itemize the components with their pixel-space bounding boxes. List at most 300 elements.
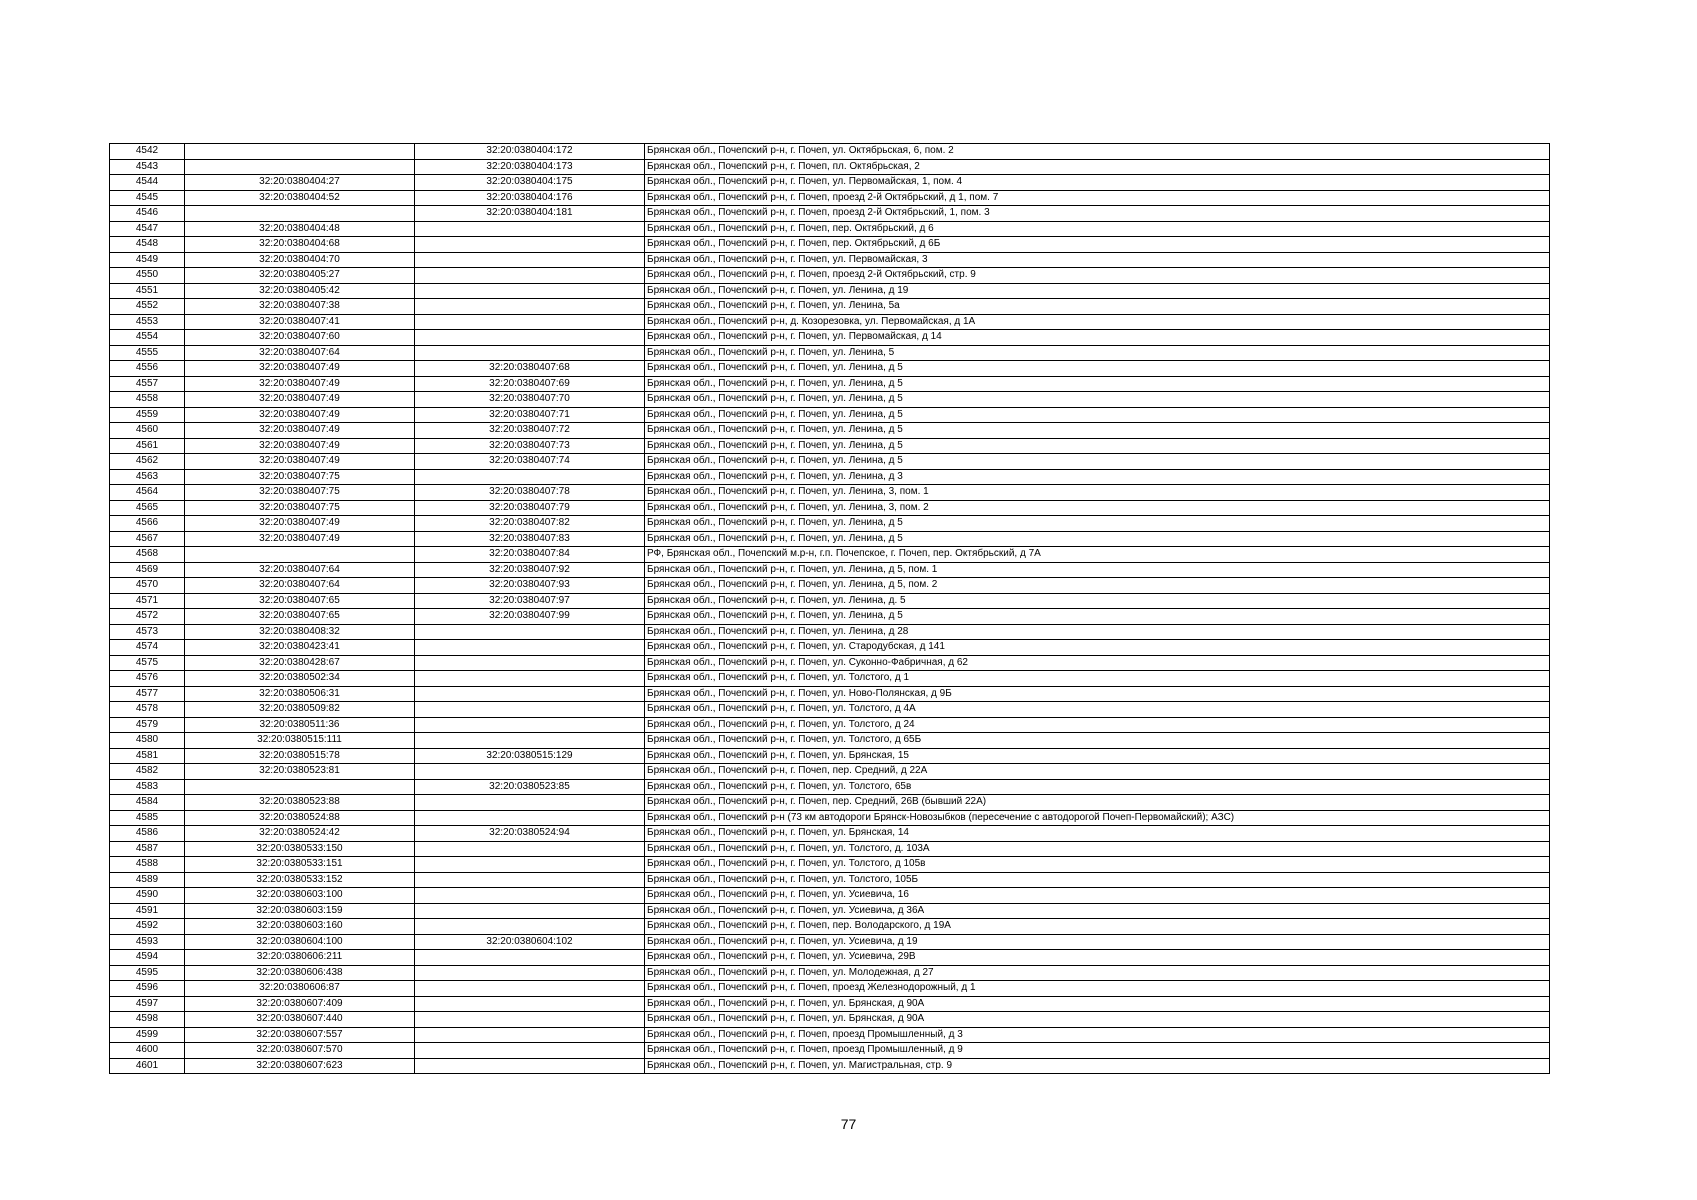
address-cell: Брянская обл., Почепский р-н, г. Почеп, ул. Ленина, д 5 <box>645 423 1550 439</box>
cadastral-number-cell: 32:20:0380607:570 <box>185 1043 415 1059</box>
cadastral-number-cell: 32:20:0380407:64 <box>185 345 415 361</box>
table-row <box>110 888 1550 904</box>
cadastral-number-cell: 32:20:0380606:211 <box>185 950 415 966</box>
cadastral-number-cell: 32:20:0380407:75 <box>185 485 415 501</box>
address-cell: Брянская обл., Почепский р-н, г. Почеп, ул. Усиевича, д 36А <box>645 903 1550 919</box>
row-number-cell: 4575 <box>110 655 185 671</box>
table-row <box>110 283 1550 299</box>
object-cadastral-number-cell: 32:20:0380404:172 <box>415 144 645 160</box>
address-cell: Брянская обл., Почепский р-н, г. Почеп, ул. Ленина, д 5 <box>645 361 1550 377</box>
address-cell: Брянская обл., Почепский р-н, г. Почеп, ул. Ленина, д 5 <box>645 531 1550 547</box>
row-number-cell: 4547 <box>110 221 185 237</box>
row-number-cell: 4550 <box>110 268 185 284</box>
address-cell: Брянская обл., Почепский р-н, г. Почеп, проезд 2-й Октябрьский, 1, пом. 3 <box>645 206 1550 222</box>
table-row <box>110 423 1550 439</box>
row-number-cell: 4588 <box>110 857 185 873</box>
row-number-cell: 4553 <box>110 314 185 330</box>
address-cell: Брянская обл., Почепский р-н, г. Почеп, ул. Ленина, д 5 <box>645 516 1550 532</box>
object-cadastral-number-cell: 32:20:0380407:83 <box>415 531 645 547</box>
cadastral-number-cell <box>185 206 415 222</box>
cadastral-number-cell <box>185 779 415 795</box>
address-cell: Брянская обл., Почепский р-н, г. Почеп, ул. Первомайская, д 14 <box>645 330 1550 346</box>
cadastral-number-cell: 32:20:0380407:49 <box>185 516 415 532</box>
cadastral-number-cell: 32:20:0380408:32 <box>185 624 415 640</box>
object-cadastral-number-cell <box>415 857 645 873</box>
address-cell: Брянская обл., Почепский р-н, г. Почеп, ул. Ленина, д 5 <box>645 392 1550 408</box>
address-cell: Брянская обл., Почепский р-н, г. Почеп, ул. Стародубская, д 141 <box>645 640 1550 656</box>
object-cadastral-number-cell <box>415 330 645 346</box>
cadastral-number-cell <box>185 144 415 160</box>
row-number-cell: 4597 <box>110 996 185 1012</box>
row-number-cell: 4554 <box>110 330 185 346</box>
row-number-cell: 4592 <box>110 919 185 935</box>
object-cadastral-number-cell <box>415 221 645 237</box>
object-cadastral-number-cell <box>415 841 645 857</box>
table-row <box>110 950 1550 966</box>
row-number-cell: 4580 <box>110 733 185 749</box>
row-number-cell: 4583 <box>110 779 185 795</box>
cadastral-number-cell: 32:20:0380607:409 <box>185 996 415 1012</box>
object-cadastral-number-cell <box>415 314 645 330</box>
cadastral-number-cell: 32:20:0380502:34 <box>185 671 415 687</box>
address-cell: Брянская обл., Почепский р-н, г. Почеп, ул. Ленина, 3, пом. 1 <box>645 485 1550 501</box>
object-cadastral-number-cell: 32:20:0380523:85 <box>415 779 645 795</box>
object-cadastral-number-cell: 32:20:0380407:69 <box>415 376 645 392</box>
object-cadastral-number-cell <box>415 1012 645 1028</box>
table-row <box>110 485 1550 501</box>
object-cadastral-number-cell: 32:20:0380404:173 <box>415 159 645 175</box>
row-number-cell: 4586 <box>110 826 185 842</box>
row-number-cell: 4576 <box>110 671 185 687</box>
cadastral-number-cell: 32:20:0380407:65 <box>185 593 415 609</box>
cadastral-number-cell: 32:20:0380407:75 <box>185 500 415 516</box>
row-number-cell: 4589 <box>110 872 185 888</box>
cadastral-number-cell: 32:20:0380407:65 <box>185 609 415 625</box>
table-row <box>110 438 1550 454</box>
cadastral-number-cell: 32:20:0380404:70 <box>185 252 415 268</box>
table-row <box>110 578 1550 594</box>
address-cell: Брянская обл., Почепский р-н, г. Почеп, ул. Ново-Полянская, д 9Б <box>645 686 1550 702</box>
row-number-cell: 4570 <box>110 578 185 594</box>
table-row <box>110 593 1550 609</box>
address-cell: Брянская обл., Почепский р-н, г. Почеп, ул. Ленина, д 5, пом. 2 <box>645 578 1550 594</box>
cadastral-number-cell: 32:20:0380404:48 <box>185 221 415 237</box>
object-cadastral-number-cell <box>415 810 645 826</box>
row-number-cell: 4584 <box>110 795 185 811</box>
object-cadastral-number-cell: 32:20:0380524:94 <box>415 826 645 842</box>
object-cadastral-number-cell: 32:20:0380515:129 <box>415 748 645 764</box>
address-cell: Брянская обл., Почепский р-н, д. Козорезовка, ул. Первомайская, д 1А <box>645 314 1550 330</box>
object-cadastral-number-cell: 32:20:0380407:97 <box>415 593 645 609</box>
cadastral-number-cell: 32:20:0380423:41 <box>185 640 415 656</box>
object-cadastral-number-cell <box>415 299 645 315</box>
row-number-cell: 4593 <box>110 934 185 950</box>
object-cadastral-number-cell <box>415 872 645 888</box>
object-cadastral-number-cell <box>415 764 645 780</box>
cadastral-number-cell: 32:20:0380515:78 <box>185 748 415 764</box>
address-cell: Брянская обл., Почепский р-н, г. Почеп, ул. Толстого, 105Б <box>645 872 1550 888</box>
table-row <box>110 268 1550 284</box>
address-cell: Брянская обл., Почепский р-н, г. Почеп, ул. Первомайская, 3 <box>645 252 1550 268</box>
address-cell: Брянская обл., Почепский р-н, г. Почеп, ул. Брянская, д 90А <box>645 1012 1550 1028</box>
object-cadastral-number-cell <box>415 996 645 1012</box>
row-number-cell: 4578 <box>110 702 185 718</box>
cadastral-number-cell: 32:20:0380407:60 <box>185 330 415 346</box>
address-cell: Брянская обл., Почепский р-н, г. Почеп, ул. Ленина, д 5 <box>645 407 1550 423</box>
address-cell: Брянская обл., Почепский р-н, г. Почеп, пер. Октябрьский, д 6 <box>645 221 1550 237</box>
address-cell: Брянская обл., Почепский р-н, г. Почеп, ул. Ленина, д 28 <box>645 624 1550 640</box>
row-number-cell: 4544 <box>110 175 185 191</box>
table-row <box>110 547 1550 563</box>
cadastral-number-cell: 32:20:0380407:49 <box>185 531 415 547</box>
table-row <box>110 1012 1550 1028</box>
address-cell: Брянская обл., Почепский р-н, г. Почеп, ул. Ленина, д 5 <box>645 376 1550 392</box>
address-cell: Брянская обл., Почепский р-н, г. Почеп, ул. Ленина, 3, пом. 2 <box>645 500 1550 516</box>
table-row <box>110 733 1550 749</box>
object-cadastral-number-cell <box>415 686 645 702</box>
table-row <box>110 345 1550 361</box>
cadastral-number-cell: 32:20:0380407:49 <box>185 407 415 423</box>
table-row <box>110 996 1550 1012</box>
row-number-cell: 4552 <box>110 299 185 315</box>
table-row <box>110 671 1550 687</box>
address-cell: Брянская обл., Почепский р-н, г. Почеп, ул. Толстого, 65в <box>645 779 1550 795</box>
table-row <box>110 609 1550 625</box>
row-number-cell: 4557 <box>110 376 185 392</box>
table-row <box>110 655 1550 671</box>
object-cadastral-number-cell <box>415 1043 645 1059</box>
address-cell: Брянская обл., Почепский р-н, г. Почеп, ул. Первомайская, 1, пом. 4 <box>645 175 1550 191</box>
object-cadastral-number-cell: 32:20:0380407:71 <box>415 407 645 423</box>
table-row <box>110 934 1550 950</box>
cadastral-number-cell: 32:20:0380407:49 <box>185 454 415 470</box>
row-number-cell: 4601 <box>110 1058 185 1074</box>
cadastral-number-cell: 32:20:0380523:88 <box>185 795 415 811</box>
object-cadastral-number-cell: 32:20:0380404:175 <box>415 175 645 191</box>
table-row <box>110 531 1550 547</box>
address-cell: Брянская обл., Почепский р-н, г. Почеп, проезд 2-й Октябрьский, стр. 9 <box>645 268 1550 284</box>
cadastral-number-cell: 32:20:0380607:623 <box>185 1058 415 1074</box>
object-cadastral-number-cell: 32:20:0380407:74 <box>415 454 645 470</box>
row-number-cell: 4559 <box>110 407 185 423</box>
cadastral-number-cell: 32:20:0380407:49 <box>185 438 415 454</box>
address-cell: Брянская обл., Почепский р-н, г. Почеп, пер. Средний, 26В (бывший 22А) <box>645 795 1550 811</box>
address-cell: Брянская обл., Почепский р-н, г. Почеп, ул. Усиевича, д 19 <box>645 934 1550 950</box>
address-cell: Брянская обл., Почепский р-н, г. Почеп, ул. Усиевича, 29В <box>645 950 1550 966</box>
cadastral-number-cell: 32:20:0380604:100 <box>185 934 415 950</box>
cadastral-number-cell: 32:20:0380405:42 <box>185 283 415 299</box>
object-cadastral-number-cell <box>415 252 645 268</box>
row-number-cell: 4579 <box>110 717 185 733</box>
cadastral-number-cell: 32:20:0380533:151 <box>185 857 415 873</box>
cadastral-number-cell <box>185 547 415 563</box>
table-row <box>110 903 1550 919</box>
address-cell: РФ, Брянская обл., Почепский м.р-н, г.п. Почепское, г. Почеп, пер. Октябрьский, д 7А <box>645 547 1550 563</box>
object-cadastral-number-cell <box>415 981 645 997</box>
object-cadastral-number-cell <box>415 950 645 966</box>
registry-table-body <box>110 144 1550 1074</box>
row-number-cell: 4595 <box>110 965 185 981</box>
row-number-cell: 4596 <box>110 981 185 997</box>
table-row <box>110 826 1550 842</box>
cadastral-number-cell: 32:20:0380603:160 <box>185 919 415 935</box>
address-cell: Брянская обл., Почепский р-н, г. Почеп, пер. Средний, д 22А <box>645 764 1550 780</box>
address-cell: Брянская обл., Почепский р-н, г. Почеп, проезд Промышленный, д 9 <box>645 1043 1550 1059</box>
address-cell: Брянская обл., Почепский р-н, г. Почеп, ул. Магистральная, стр. 9 <box>645 1058 1550 1074</box>
object-cadastral-number-cell <box>415 965 645 981</box>
cadastral-number-cell: 32:20:0380407:75 <box>185 469 415 485</box>
registry-table <box>109 143 1550 1074</box>
row-number-cell: 4568 <box>110 547 185 563</box>
row-number-cell: 4561 <box>110 438 185 454</box>
address-cell: Брянская обл., Почепский р-н, г. Почеп, ул. Ленина, д 3 <box>645 469 1550 485</box>
cadastral-number-cell: 32:20:0380407:49 <box>185 361 415 377</box>
row-number-cell: 4564 <box>110 485 185 501</box>
table-row <box>110 810 1550 826</box>
row-number-cell: 4563 <box>110 469 185 485</box>
row-number-cell: 4542 <box>110 144 185 160</box>
table-row <box>110 361 1550 377</box>
address-cell: Брянская обл., Почепский р-н, г. Почеп, ул. Брянская, 14 <box>645 826 1550 842</box>
address-cell: Брянская обл., Почепский р-н, г. Почеп, ул. Ленина, д 5 <box>645 438 1550 454</box>
table-row <box>110 175 1550 191</box>
table-row <box>110 919 1550 935</box>
address-cell: Брянская обл., Почепский р-н, г. Почеп, проезд 2-й Октябрьский, д 1, пом. 7 <box>645 190 1550 206</box>
table-row <box>110 144 1550 160</box>
cadastral-number-cell: 32:20:0380404:68 <box>185 237 415 253</box>
cadastral-number-cell: 32:20:0380511:36 <box>185 717 415 733</box>
row-number-cell: 4594 <box>110 950 185 966</box>
address-cell: Брянская обл., Почепский р-н, г. Почеп, ул. Ленина, 5а <box>645 299 1550 315</box>
table-row <box>110 717 1550 733</box>
object-cadastral-number-cell: 32:20:0380407:93 <box>415 578 645 594</box>
object-cadastral-number-cell <box>415 671 645 687</box>
cadastral-number-cell: 32:20:0380407:64 <box>185 578 415 594</box>
table-row <box>110 1043 1550 1059</box>
object-cadastral-number-cell: 32:20:0380407:70 <box>415 392 645 408</box>
address-cell: Брянская обл., Почепский р-н, г. Почеп, ул. Толстого, д 1 <box>645 671 1550 687</box>
table-row <box>110 237 1550 253</box>
table-row <box>110 299 1550 315</box>
table-row <box>110 764 1550 780</box>
object-cadastral-number-cell <box>415 733 645 749</box>
table-row <box>110 640 1550 656</box>
object-cadastral-number-cell <box>415 795 645 811</box>
row-number-cell: 4573 <box>110 624 185 640</box>
address-cell: Брянская обл., Почепский р-н, г. Почеп, ул. Октябрьская, 6, пом. 2 <box>645 144 1550 160</box>
object-cadastral-number-cell: 32:20:0380407:82 <box>415 516 645 532</box>
object-cadastral-number-cell <box>415 283 645 299</box>
address-cell: Брянская обл., Почепский р-н, г. Почеп, проезд Промышленный, д 3 <box>645 1027 1550 1043</box>
object-cadastral-number-cell <box>415 1027 645 1043</box>
object-cadastral-number-cell <box>415 268 645 284</box>
address-cell: Брянская обл., Почепский р-н, г. Почеп, ул. Усиевича, 16 <box>645 888 1550 904</box>
row-number-cell: 4587 <box>110 841 185 857</box>
object-cadastral-number-cell <box>415 1058 645 1074</box>
table-row <box>110 469 1550 485</box>
cadastral-number-cell: 32:20:0380524:42 <box>185 826 415 842</box>
table-row <box>110 454 1550 470</box>
row-number-cell: 4560 <box>110 423 185 439</box>
address-cell: Брянская обл., Почепский р-н, г. Почеп, пер. Володарского, д 19А <box>645 919 1550 935</box>
row-number-cell: 4591 <box>110 903 185 919</box>
address-cell: Брянская обл., Почепский р-н, г. Почеп, проезд Железнодорожный, д 1 <box>645 981 1550 997</box>
address-cell: Брянская обл., Почепский р-н, г. Почеп, ул. Молодежная, д 27 <box>645 965 1550 981</box>
cadastral-number-cell: 32:20:0380607:440 <box>185 1012 415 1028</box>
row-number-cell: 4545 <box>110 190 185 206</box>
object-cadastral-number-cell: 32:20:0380604:102 <box>415 934 645 950</box>
object-cadastral-number-cell: 32:20:0380407:78 <box>415 485 645 501</box>
table-row <box>110 702 1550 718</box>
cadastral-number-cell: 32:20:0380606:87 <box>185 981 415 997</box>
cadastral-number-cell: 32:20:0380407:49 <box>185 376 415 392</box>
row-number-cell: 4566 <box>110 516 185 532</box>
address-cell: Брянская обл., Почепский р-н, г. Почеп, ул. Толстого, д 65Б <box>645 733 1550 749</box>
address-cell: Брянская обл., Почепский р-н (73 км автодороги Брянск-Новозыбков (пересечение с автодорогой Почеп-Первомайский); АЗС) <box>645 810 1550 826</box>
address-cell: Брянская обл., Почепский р-н, г. Почеп, ул. Брянская, 15 <box>645 748 1550 764</box>
object-cadastral-number-cell <box>415 624 645 640</box>
table-row <box>110 500 1550 516</box>
address-cell: Брянская обл., Почепский р-н, г. Почеп, пер. Октябрьский, д 6Б <box>645 237 1550 253</box>
object-cadastral-number-cell <box>415 717 645 733</box>
object-cadastral-number-cell: 32:20:0380407:73 <box>415 438 645 454</box>
object-cadastral-number-cell <box>415 640 645 656</box>
object-cadastral-number-cell: 32:20:0380404:181 <box>415 206 645 222</box>
object-cadastral-number-cell <box>415 919 645 935</box>
object-cadastral-number-cell: 32:20:0380404:176 <box>415 190 645 206</box>
address-cell: Брянская обл., Почепский р-н, г. Почеп, ул. Суконно-Фабричная, д 62 <box>645 655 1550 671</box>
row-number-cell: 4572 <box>110 609 185 625</box>
table-row <box>110 252 1550 268</box>
address-cell: Брянская обл., Почепский р-н, г. Почеп, ул. Ленина, д 5, пом. 1 <box>645 562 1550 578</box>
row-number-cell: 4574 <box>110 640 185 656</box>
object-cadastral-number-cell: 32:20:0380407:79 <box>415 500 645 516</box>
table-row <box>110 779 1550 795</box>
object-cadastral-number-cell: 32:20:0380407:72 <box>415 423 645 439</box>
cadastral-number-cell: 32:20:0380523:81 <box>185 764 415 780</box>
table-row <box>110 841 1550 857</box>
row-number-cell: 4549 <box>110 252 185 268</box>
row-number-cell: 4598 <box>110 1012 185 1028</box>
address-cell: Брянская обл., Почепский р-н, г. Почеп, ул. Ленина, д. 5 <box>645 593 1550 609</box>
cadastral-number-cell: 32:20:0380509:82 <box>185 702 415 718</box>
table-row <box>110 981 1550 997</box>
object-cadastral-number-cell <box>415 469 645 485</box>
cadastral-number-cell: 32:20:0380407:41 <box>185 314 415 330</box>
cadastral-number-cell: 32:20:0380533:152 <box>185 872 415 888</box>
address-cell: Брянская обл., Почепский р-н, г. Почеп, ул. Толстого, д 4А <box>645 702 1550 718</box>
cadastral-number-cell: 32:20:0380407:49 <box>185 392 415 408</box>
table-row <box>110 407 1550 423</box>
row-number-cell: 4571 <box>110 593 185 609</box>
cadastral-number-cell: 32:20:0380524:88 <box>185 810 415 826</box>
row-number-cell: 4577 <box>110 686 185 702</box>
address-cell: Брянская обл., Почепский р-н, г. Почеп, пл. Октябрьская, 2 <box>645 159 1550 175</box>
object-cadastral-number-cell <box>415 655 645 671</box>
address-cell: Брянская обл., Почепский р-н, г. Почеп, ул. Толстого, д 105в <box>645 857 1550 873</box>
object-cadastral-number-cell: 32:20:0380407:84 <box>415 547 645 563</box>
object-cadastral-number-cell: 32:20:0380407:68 <box>415 361 645 377</box>
table-row <box>110 190 1550 206</box>
row-number-cell: 4556 <box>110 361 185 377</box>
cadastral-number-cell: 32:20:0380407:64 <box>185 562 415 578</box>
cadastral-number-cell: 32:20:0380407:38 <box>185 299 415 315</box>
object-cadastral-number-cell <box>415 903 645 919</box>
page-number: 77 <box>840 1116 857 1132</box>
row-number-cell: 4581 <box>110 748 185 764</box>
address-cell: Брянская обл., Почепский р-н, г. Почеп, ул. Толстого, д. 103А <box>645 841 1550 857</box>
cadastral-number-cell: 32:20:0380405:27 <box>185 268 415 284</box>
row-number-cell: 4551 <box>110 283 185 299</box>
row-number-cell: 4546 <box>110 206 185 222</box>
address-cell: Брянская обл., Почепский р-н, г. Почеп, ул. Ленина, д 19 <box>645 283 1550 299</box>
table-row <box>110 159 1550 175</box>
cadastral-number-cell: 32:20:0380404:27 <box>185 175 415 191</box>
address-cell: Брянская обл., Почепский р-н, г. Почеп, ул. Толстого, д 24 <box>645 717 1550 733</box>
object-cadastral-number-cell <box>415 888 645 904</box>
row-number-cell: 4582 <box>110 764 185 780</box>
row-number-cell: 4555 <box>110 345 185 361</box>
row-number-cell: 4590 <box>110 888 185 904</box>
row-number-cell: 4569 <box>110 562 185 578</box>
table-row <box>110 206 1550 222</box>
object-cadastral-number-cell <box>415 345 645 361</box>
cadastral-number-cell: 32:20:0380606:438 <box>185 965 415 981</box>
cadastral-number-cell: 32:20:0380603:100 <box>185 888 415 904</box>
row-number-cell: 4565 <box>110 500 185 516</box>
address-cell: Брянская обл., Почепский р-н, г. Почеп, ул. Ленина, д 5 <box>645 609 1550 625</box>
table-row <box>110 221 1550 237</box>
row-number-cell: 4548 <box>110 237 185 253</box>
cadastral-number-cell: 32:20:0380603:159 <box>185 903 415 919</box>
cadastral-number-cell: 32:20:0380506:31 <box>185 686 415 702</box>
cadastral-number-cell <box>185 159 415 175</box>
object-cadastral-number-cell: 32:20:0380407:99 <box>415 609 645 625</box>
cadastral-number-cell: 32:20:0380607:557 <box>185 1027 415 1043</box>
row-number-cell: 4600 <box>110 1043 185 1059</box>
object-cadastral-number-cell: 32:20:0380407:92 <box>415 562 645 578</box>
cadastral-number-cell: 32:20:0380404:52 <box>185 190 415 206</box>
table-row <box>110 1027 1550 1043</box>
row-number-cell: 4585 <box>110 810 185 826</box>
address-cell: Брянская обл., Почепский р-н, г. Почеп, ул. Ленина, д 5 <box>645 454 1550 470</box>
table-row <box>110 795 1550 811</box>
row-number-cell: 4558 <box>110 392 185 408</box>
table-row <box>110 562 1550 578</box>
table-row <box>110 857 1550 873</box>
row-number-cell: 4543 <box>110 159 185 175</box>
table-row <box>110 686 1550 702</box>
row-number-cell: 4599 <box>110 1027 185 1043</box>
row-number-cell: 4562 <box>110 454 185 470</box>
table-row <box>110 516 1550 532</box>
table-row <box>110 624 1550 640</box>
cadastral-number-cell: 32:20:0380428:67 <box>185 655 415 671</box>
table-row <box>110 376 1550 392</box>
table-row <box>110 314 1550 330</box>
cadastral-number-cell: 32:20:0380515:111 <box>185 733 415 749</box>
table-row <box>110 1058 1550 1074</box>
table-row <box>110 965 1550 981</box>
address-cell: Брянская обл., Почепский р-н, г. Почеп, ул. Брянская, д 90А <box>645 996 1550 1012</box>
table-row <box>110 872 1550 888</box>
cadastral-number-cell: 32:20:0380407:49 <box>185 423 415 439</box>
cadastral-number-cell: 32:20:0380533:150 <box>185 841 415 857</box>
table-row <box>110 330 1550 346</box>
object-cadastral-number-cell <box>415 237 645 253</box>
row-number-cell: 4567 <box>110 531 185 547</box>
table-row <box>110 392 1550 408</box>
